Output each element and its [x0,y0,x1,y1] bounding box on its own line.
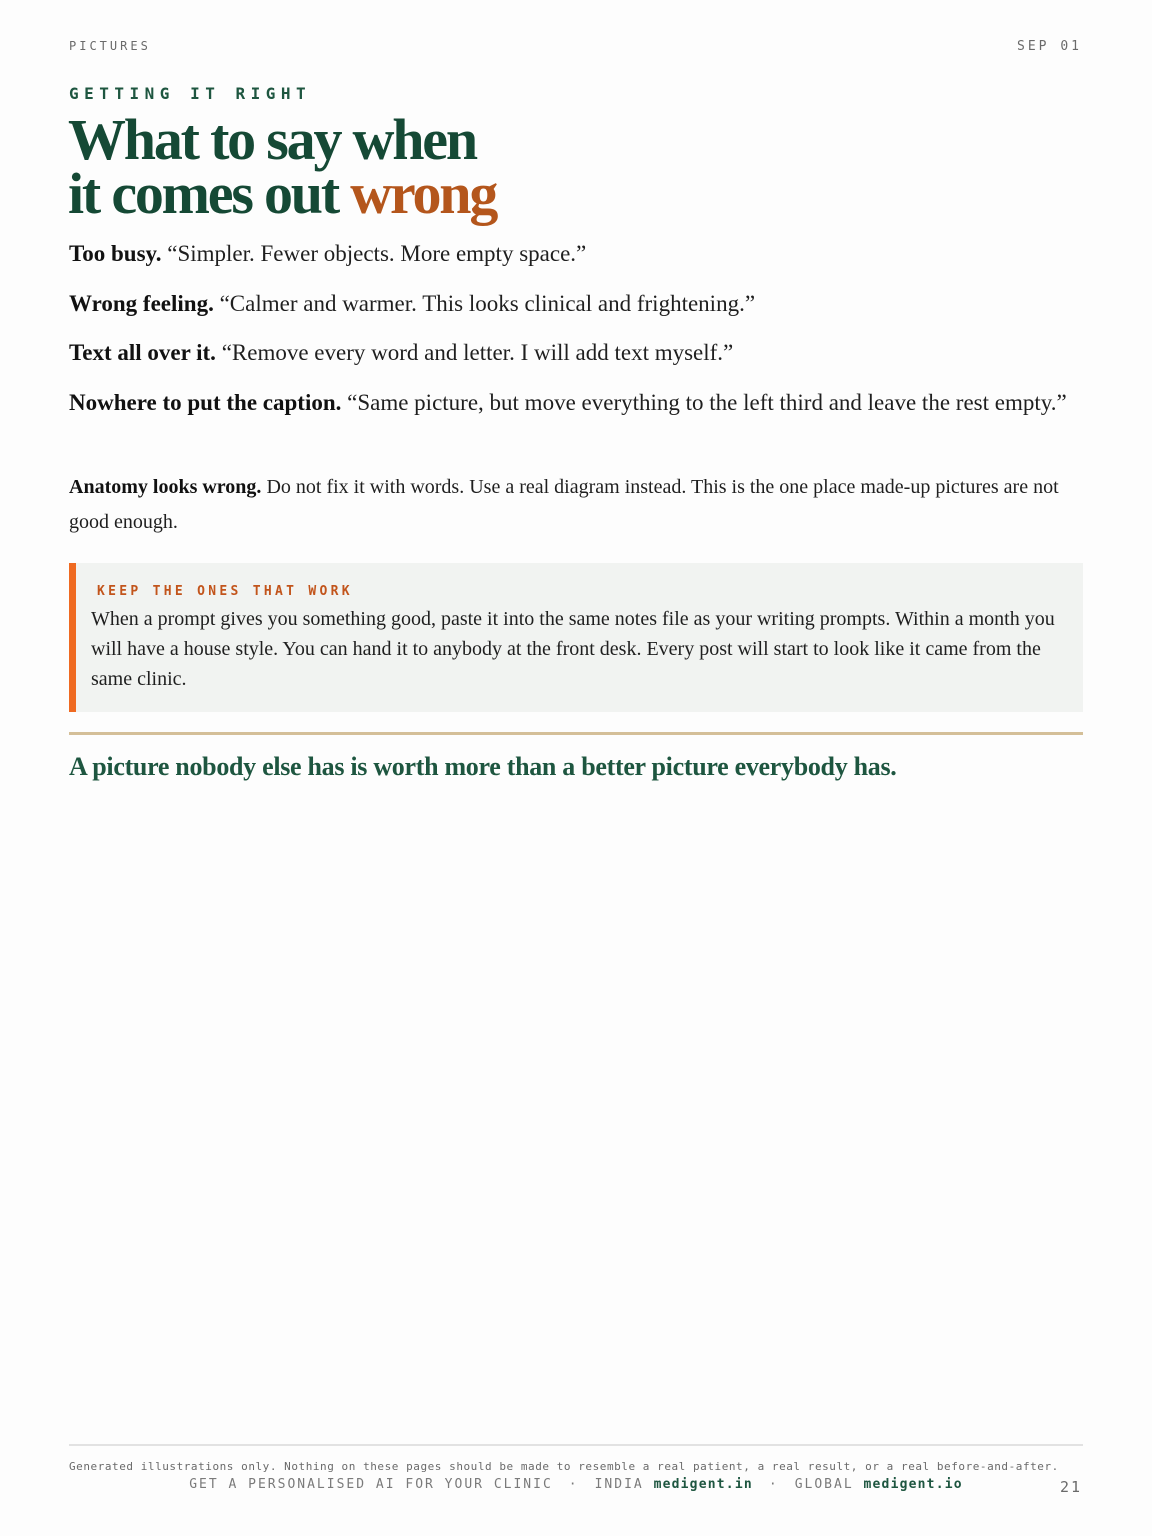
separator: · [768,1477,779,1492]
tip-label: Nowhere to put the caption. [69,390,342,415]
title-line-1: What to say when [68,107,476,172]
tip-text: Do not fix it with words. Use a real diagram instead. This is the one place made-up pictures are not good enough. [69,476,1059,533]
tip-wrong-feeling [69,286,1083,321]
tip-label: Too busy. [69,241,162,266]
pull-quote: A picture nobody else has is worth more than a better picture everybody has. [69,752,897,781]
callout-body: When a prompt gives you something good, paste it into the same notes file as your writing prompts. Within a month you will have a house style. You can hand it to anybody at the front desk. Every post will start to look like it came from the same clinic. [91,608,1055,690]
page-number: 21 [1059,1478,1082,1496]
tip-label: Text all over it. [69,340,216,365]
tip-anatomy [69,470,1083,540]
page-title [68,107,497,226]
separator: · [568,1477,579,1492]
footer-divider [69,1444,1083,1446]
kicker: GETTING IT RIGHT [69,84,312,103]
issue-date: SEP 01 [1017,39,1082,54]
tip-label: Anatomy looks wrong. [69,476,262,498]
global-label: GLOBAL [794,1477,854,1492]
divider [69,732,1083,735]
title-line-2: it comes out [68,161,351,226]
tip-text-all-over [69,335,1083,370]
tip-text: “Calmer and warmer. This looks clinical and frightening.” [213,291,756,316]
callout-box [69,563,1083,712]
global-link[interactable]: medigent.io [863,1477,963,1492]
india-link[interactable]: medigent.in [653,1477,753,1492]
cta-text: GET A PERSONALISED AI FOR YOUR CLINIC [189,1477,553,1492]
section-label: PICTURES [69,39,151,53]
tip-label: Wrong feeling. [69,291,214,316]
callout-title: KEEP THE ONES THAT WORK [97,584,353,599]
footer-cta [0,1477,1152,1492]
tip-too-busy [69,236,1083,271]
tip-text: “Simpler. Fewer objects. More empty space.” [161,241,587,266]
title-accent-word: wrong [350,161,497,226]
tip-text: “Remove every word and letter. I will add text myself.” [215,340,734,365]
tip-text: “Same picture, but move everything to the left third and leave the rest empty.” [341,390,1067,415]
footer-disclaimer: Generated illustrations only. Nothing on these pages should be made to resemble a real patient, a real result, or a real before-and-after. [69,1460,1059,1473]
india-label: INDIA [594,1477,644,1492]
tip-caption-space [69,385,1083,420]
